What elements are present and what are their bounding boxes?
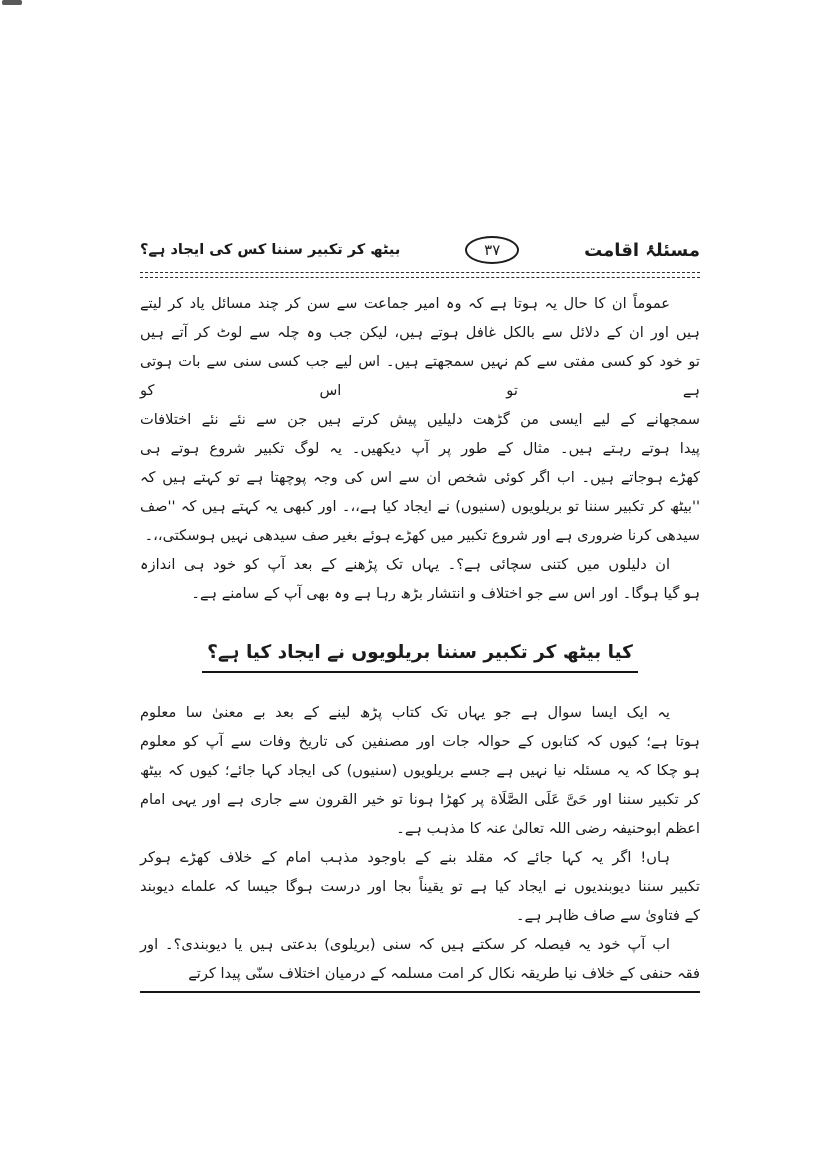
text-line: ہاں! اگر یہ کہا جائے کہ مقلد بنے کے باوجود مذہب امام کے خلاف کھڑے ہوکر	[140, 849, 670, 866]
page-content	[140, 236, 700, 993]
header-divider	[140, 272, 700, 278]
text-line: ان دلیلوں میں کتنی سچائی ہے؟۔ یہاں تک پڑھنے کے بعد آپ کو خود ہی اندازہ	[140, 556, 670, 573]
text-line: کر تکبیر سننا اور حَیَّ عَلَی الصَّلَاة پر کھڑا ہونا تو خیر القرون سے جاری ہے اور یہی امام	[140, 791, 700, 808]
body-text	[140, 289, 700, 993]
text-line: ''بیٹھ کر تکبیر سننا تو بریلویوں (سنیوں) نے ایجاد کیا ہے،،۔ اور کبھی یہ کہتے ہیں کہ ''صف	[140, 498, 700, 515]
text-line: اعظم ابوحنیفہ رضی اللہ تعالیٰ عنہ کا مذہب ہے۔	[396, 820, 700, 837]
text-line: ہو گیا ہوگا۔ اور اس سے جو اختلاف و انتشار بڑھ رہا ہے وہ بھی آپ کے سامنے ہے۔	[191, 585, 700, 602]
text-line: عموماً ان کا حال یہ ہوتا ہے کہ وہ امیر جماعت سے سن کر چند مسائل یاد کر لیتے	[140, 295, 670, 312]
paragraph	[140, 550, 700, 608]
text-line: کھڑے ہوجاتے ہیں۔ اب اگر کوئی شخص ان سے اس کی وجہ پوچھتا ہے تو کہتے ہیں کہ	[140, 469, 700, 486]
text-line: یہ ایک ایسا سوال ہے جو یہاں تک کتاب پڑھ لینے کے بعد بے معنیٰ سا معلوم	[140, 704, 670, 721]
text-line: تکبیر سننا دیوبندیوں نے ایجاد کیا ہے تو یقیناً بجا اور درست ہوگا جیسا کہ علماے دیوبند	[140, 878, 700, 895]
book-title: مسئلۂ اقامت	[584, 239, 700, 261]
paragraph	[140, 843, 700, 930]
text-line: فقہ حنفی کے خلاف نیا طریقہ نکال کر امت مسلمہ کے درمیان اختلاف سنّی پیدا کرتے	[140, 959, 700, 993]
text-line: اب آپ خود یہ فیصلہ کر سکتے ہیں کہ سنی (بریلوی) بدعتی ہیں یا دیوبندی؟۔ اور	[140, 936, 670, 953]
page-number-badge	[465, 236, 519, 264]
text-line: تو خود کو کسی مفتی سے کم نہیں سمجھتے ہیں۔ اس لیے جب کسی سنی سے بات ہوتی ہے تو اس کو	[140, 353, 700, 399]
page-header	[140, 236, 700, 264]
page-number: ۳۷	[484, 241, 501, 259]
paragraph	[140, 289, 700, 550]
text-line: ہیں اور ان کے دلائل سے بالکل غافل ہوتے ہیں، لیکن جب وہ چلہ سے لوٹ کر آتے ہیں	[140, 324, 700, 341]
text-line: سیدھی کرنا ضروری ہے اور شروع تکبیر میں کھڑے ہوئے بغیر صف سیدھی نہیں ہوسکتی،،۔	[144, 527, 700, 544]
text-line: ہو چکا کہ یہ مسئلہ نیا نہیں ہے جسے بریلویوں (سنیوں) کی ایجاد کہا جائے؛ کیوں کہ بیٹھ	[140, 762, 700, 779]
paragraph	[140, 930, 700, 993]
text-line: سمجھانے کے لیے ایسی من گڑھت دلیلیں پیش کرتے ہیں جن سے نئے نئے اختلافات	[140, 411, 700, 428]
text-line: ہوتا ہے؛ کیوں کہ کتابوں کے حوالہ جات اور مصنفین کی تاریخ وفات سے آپ کو معلوم	[140, 733, 700, 750]
scan-artifact	[2, 0, 22, 5]
text-line: کے فتاویٰ سے صاف ظاہر ہے۔	[515, 907, 700, 924]
section-heading: کیا بیٹھ کر تکبیر سننا بریلویوں نے ایجاد کیا ہے؟	[202, 642, 638, 673]
section-heading-wrap	[140, 642, 700, 673]
text-line: پیدا ہوتے رہتے ہیں۔ مثال کے طور پر آپ دیکھیں۔ یہ لوگ تکبیر شروع ہوتے ہی	[140, 440, 700, 457]
paragraph	[140, 698, 700, 843]
chapter-title: بیٹھ کر تکبیر سننا کس کی ایجاد ہے؟	[140, 242, 401, 258]
